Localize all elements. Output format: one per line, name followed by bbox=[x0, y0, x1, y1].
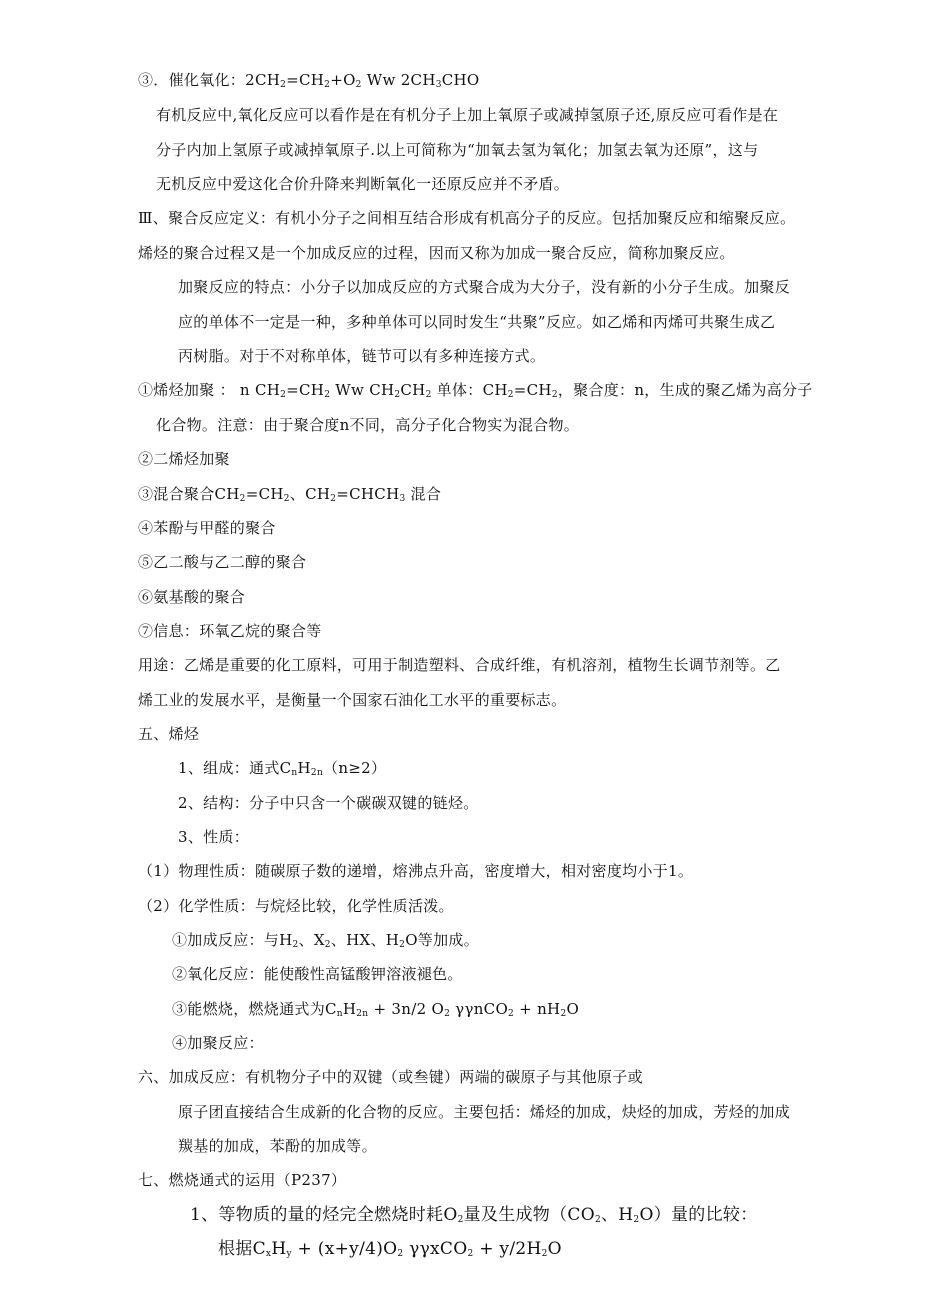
line-redox-explanation-2 bbox=[156, 140, 904, 160]
line-addition-polymer-features-3 bbox=[178, 346, 904, 366]
section-heading-addition-reaction bbox=[138, 1067, 904, 1087]
subscript: 2 bbox=[394, 390, 401, 400]
subscript: 2 bbox=[560, 1009, 567, 1019]
line-text: 2、结构：分子中只含一个碳碳双键的链烃。 bbox=[178, 794, 479, 812]
line-text: ④苯酚与甲醛的聚合 bbox=[138, 519, 276, 537]
line-text: 3、性质： bbox=[178, 828, 250, 846]
line-text: O等加成。 bbox=[405, 931, 480, 949]
line-amino-acid bbox=[138, 587, 904, 607]
subscript: 2 bbox=[467, 1249, 474, 1259]
line-text: O）量的比较： bbox=[639, 1205, 758, 1225]
subscript: 2n bbox=[310, 768, 324, 778]
line-text: 分子内加上氢原子或减掉氧原子.以上可简称为“加氧去氢为氧化；加氢去氧为还原”，这与 bbox=[156, 141, 759, 159]
line-text: 1、等物质的量的烃完全燃烧时耗O bbox=[190, 1205, 458, 1225]
line-text: 有机反应中,氧化反应可以看作是在有机分子上加上氧原子或减掉氢原子还,原反应可看作是在 bbox=[156, 106, 779, 124]
line-text: Ww CH bbox=[330, 381, 395, 399]
subscript: 2 bbox=[399, 940, 406, 950]
subscript: 2 bbox=[283, 494, 290, 504]
line-text: 烯烃的聚合过程又是一个加成反应的过程，因而又称为加成一聚合反应，简称加聚反应。 bbox=[138, 244, 735, 262]
line-text: 用途：乙烯是重要的化工原料，可用于制造塑料、合成纤维，有机溶剂，植物生长调节剂等。乙 bbox=[138, 656, 781, 674]
line-mixed-polymer bbox=[138, 484, 904, 504]
line-oxalic-acid-glycol bbox=[138, 552, 904, 572]
line-text: （n≥2） bbox=[323, 759, 387, 777]
line-uses-2 bbox=[138, 690, 932, 710]
subscript: 2 bbox=[551, 390, 558, 400]
line-text: 原子团直接结合生成新的化合物的反应。主要包括：烯烃的加成，炔烃的加成，芳烃的加成 bbox=[178, 1103, 791, 1121]
line-text: ③．催化氧化：2CH bbox=[138, 71, 281, 89]
subscript: 2 bbox=[541, 1249, 548, 1259]
line-text: + y/2H bbox=[473, 1239, 542, 1259]
line-redox-explanation-1 bbox=[156, 105, 904, 125]
line-text: 应的单体不一定是一种，多种单体可以同时发生“共聚”反应。如乙烯和丙烯可共聚生成乙 bbox=[178, 313, 776, 331]
subscript: 2 bbox=[324, 390, 331, 400]
subscript: 2 bbox=[280, 80, 287, 90]
line-diene-polymer bbox=[138, 449, 904, 469]
subscript: 2 bbox=[239, 494, 246, 504]
line-text: 根据C bbox=[218, 1239, 266, 1259]
subscript: 2 bbox=[508, 1009, 515, 1019]
line-text: CHO bbox=[441, 71, 480, 89]
line-text: + nH bbox=[514, 1000, 561, 1018]
subscript: 2 bbox=[425, 390, 432, 400]
subscript: 2 bbox=[507, 390, 514, 400]
line-addition-reaction-detail-1 bbox=[178, 1102, 904, 1122]
line-text: 1、组成：通式C bbox=[178, 759, 292, 777]
line-alkene-polymerization bbox=[138, 243, 932, 263]
subscript: y bbox=[286, 1249, 292, 1259]
subscript: n bbox=[291, 768, 298, 778]
line-text: ③混合聚合CH bbox=[138, 485, 240, 503]
line-text: 混合 bbox=[405, 485, 442, 503]
line-text: 化合物。注意：由于聚合度n不同，高分子化合物实为混合物。 bbox=[156, 416, 580, 434]
line-addition-reaction bbox=[172, 930, 904, 950]
subscript: 2 bbox=[280, 390, 287, 400]
line-composition bbox=[178, 758, 904, 778]
line-text: O bbox=[566, 1000, 580, 1018]
line-text: 无机反应中爱这化合价升降来判断氧化一还原反应并不矛盾。 bbox=[156, 175, 570, 193]
line-text: ①加成反应：与H bbox=[172, 931, 293, 949]
line-text: + 3n/2 O bbox=[368, 1000, 445, 1018]
subscript: 3 bbox=[435, 80, 442, 90]
line-alkene-addition-polymer bbox=[138, 380, 904, 400]
line-chemical-properties bbox=[138, 896, 904, 916]
line-addition-reaction-detail-2 bbox=[178, 1136, 904, 1156]
subscript: 2 bbox=[397, 1249, 404, 1259]
line-polymerization-definition bbox=[138, 208, 932, 228]
line-general-combustion-equation bbox=[218, 1238, 904, 1260]
line-text: Ww 2CH bbox=[361, 71, 436, 89]
line-text: 五、烯烃 bbox=[138, 725, 200, 743]
line-text: （1）物理性质：随碳原子数的递增，熔沸点升高，密度增大，相对密度均小于1。 bbox=[138, 862, 694, 880]
line-combustion bbox=[172, 999, 904, 1019]
subscript: 2 bbox=[324, 940, 331, 950]
line-text: 、X bbox=[298, 931, 325, 949]
subscript: 2 bbox=[633, 1215, 640, 1225]
line-alkene-addition-polymer-note bbox=[156, 415, 904, 435]
subscript: 2 bbox=[444, 1009, 451, 1019]
line-ethylene-oxide bbox=[138, 621, 904, 641]
line-text: 、H bbox=[600, 1205, 634, 1225]
line-text: CH bbox=[400, 381, 426, 399]
line-text: H bbox=[342, 1000, 357, 1018]
line-text: ③能燃烧，燃烧通式为C bbox=[172, 1000, 337, 1018]
subscript: 2 bbox=[330, 494, 337, 504]
line-physical-properties bbox=[138, 861, 904, 881]
line-text: 量及生成物（CO bbox=[463, 1205, 595, 1225]
line-text: ⑦信息：环氧乙烷的聚合等 bbox=[138, 622, 322, 640]
line-uses-1 bbox=[138, 655, 932, 675]
line-phenol-formaldehyde bbox=[138, 518, 904, 538]
line-text: ，聚合度：n，生成的聚乙烯为高分子 bbox=[557, 381, 813, 399]
line-text: γγxCO bbox=[403, 1239, 468, 1259]
line-text: O bbox=[547, 1239, 562, 1259]
line-text: ④加聚反应： bbox=[172, 1034, 264, 1052]
line-text: γγnCO bbox=[450, 1000, 509, 1018]
line-text: =CH bbox=[245, 485, 284, 503]
line-addition-polymer-features-2 bbox=[178, 312, 904, 332]
subscript: 2 bbox=[457, 1215, 464, 1225]
line-text: +O bbox=[330, 71, 356, 89]
line-text: 烯工业的发展水平，是衡量一个国家石油化工水平的重要标志。 bbox=[138, 691, 567, 709]
line-text: =CHCH bbox=[336, 485, 400, 503]
line-text: ①烯烃加聚 ： n CH bbox=[138, 381, 281, 399]
line-equal-moles-comparison bbox=[190, 1204, 904, 1226]
line-structure bbox=[178, 793, 904, 813]
line-addition-polymerization bbox=[172, 1033, 904, 1053]
subscript: 3 bbox=[399, 494, 406, 504]
line-text: （2）化学性质：与烷烃比较，化学性质活泼。 bbox=[138, 897, 454, 915]
line-text: =CH bbox=[286, 381, 325, 399]
subscript: 2 bbox=[355, 80, 362, 90]
section-heading-alkenes bbox=[138, 724, 904, 744]
line-text: Ⅲ、聚合反应定义：有机小分子之间相互结合形成有机高分子的反应。包括加聚反应和缩聚反应。 bbox=[138, 209, 796, 227]
line-text: 单体：CH bbox=[431, 381, 508, 399]
subscript: 2 bbox=[594, 1215, 601, 1225]
line-text: ⑥氨基酸的聚合 bbox=[138, 588, 246, 606]
line-text: H bbox=[271, 1239, 287, 1259]
line-text: 七、燃烧通式的运用（P237） bbox=[138, 1171, 347, 1189]
line-oxidation-reaction bbox=[172, 964, 904, 984]
line-text: 六、加成反应：有机物分子中的双键（或叁键）两端的碳原子与其他原子或 bbox=[138, 1068, 643, 1086]
line-text: 、HX、H bbox=[330, 931, 400, 949]
line-text: 羰基的加成，苯酚的加成等。 bbox=[178, 1137, 377, 1155]
subscript: x bbox=[265, 1249, 272, 1259]
section-heading-combustion-formula bbox=[138, 1170, 904, 1190]
subscript: 2n bbox=[356, 1009, 369, 1019]
line-text: H bbox=[297, 759, 311, 777]
subscript: n bbox=[336, 1009, 343, 1019]
line-text: 加聚反应的特点：小分子以加成反应的方式聚合成为大分子，没有新的小分子生成。加聚反 bbox=[178, 278, 791, 296]
line-properties bbox=[178, 827, 904, 847]
line-redox-explanation-3 bbox=[156, 174, 904, 194]
line-text: 、CH bbox=[289, 485, 331, 503]
line-text: ⑤乙二酸与乙二醇的聚合 bbox=[138, 553, 307, 571]
line-addition-polymer-features-1 bbox=[178, 277, 904, 297]
line-text: 丙树脂。对于不对称单体，链节可以有多种连接方式。 bbox=[178, 347, 546, 365]
subscript: 2 bbox=[292, 940, 299, 950]
line-text: =CH bbox=[513, 381, 552, 399]
subscript: 2 bbox=[324, 80, 331, 90]
line-text: ②氧化反应：能使酸性高锰酸钾溶液褪色。 bbox=[172, 965, 463, 983]
line-text: ②二烯烃加聚 bbox=[138, 450, 230, 468]
line-catalytic-oxidation bbox=[138, 70, 898, 90]
line-text: =CH bbox=[286, 71, 325, 89]
line-text: + (x+y/4)O bbox=[291, 1239, 398, 1259]
